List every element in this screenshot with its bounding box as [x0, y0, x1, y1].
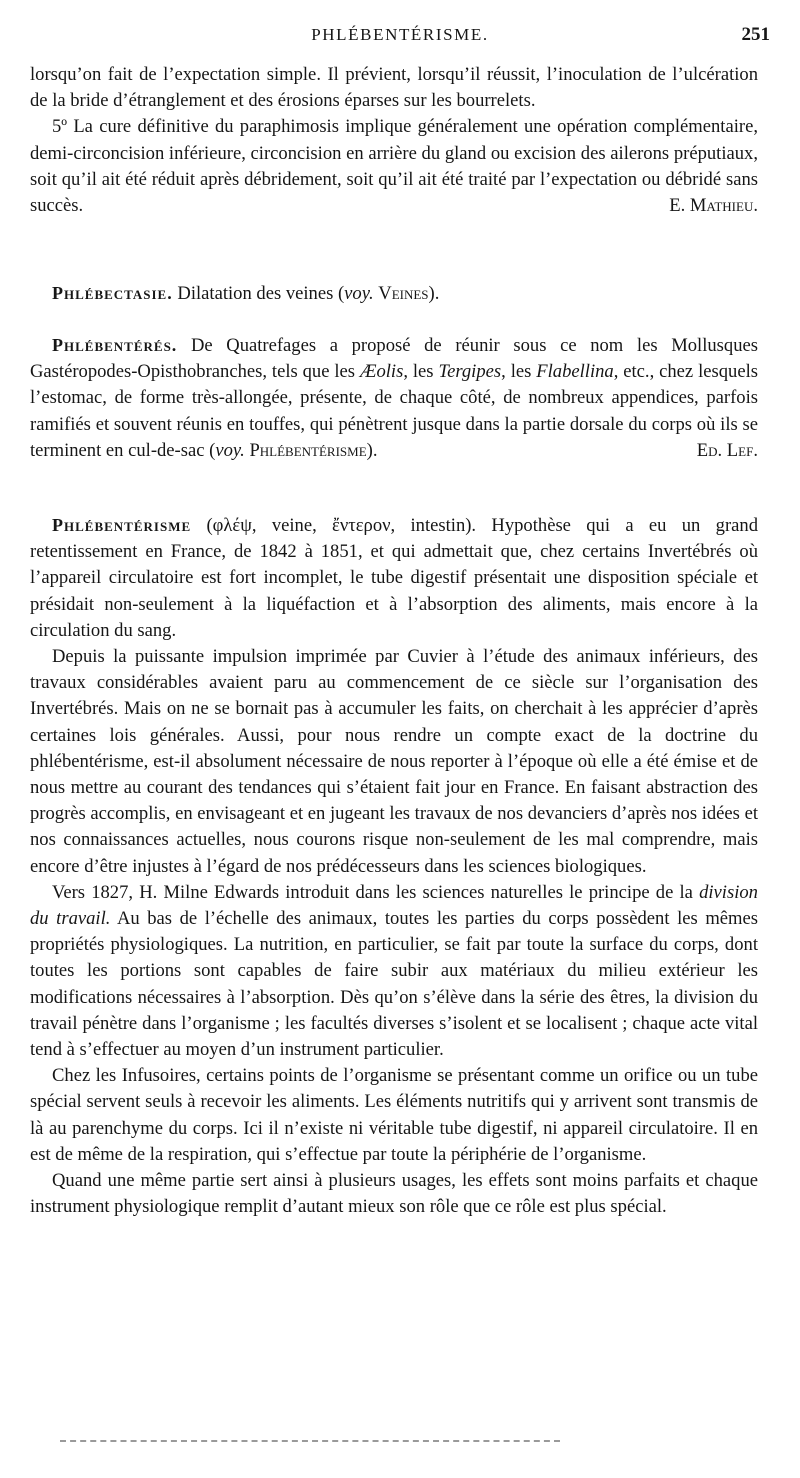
- genus-name: Æolis: [359, 361, 404, 383]
- footer-rule: [60, 1440, 560, 1442]
- body-paragraph: Quand une même partie sert ainsi à plusieurs usages, les effets sont moins parfaits et chaque instrument physiologique remplit d’autant mieux son rôle que ce rôle est plus spécial.: [30, 1170, 758, 1218]
- entry-text: Hypothèse qui a eu un grand retentissement en France, de 1842 à 1851, et qui admettait que, chez certains Invertébrés où l’appareil circulatoire est fort incomplet, le tube digestif présentait une disposition spéciale et présidait non-seulement à la liquéfaction et à l’absorption des aliments, mais encore à la circulation du sang.: [30, 515, 758, 641]
- entry-text: De Quatrefages a proposé de réunir sous ce nom les Mollusques Gastéropodes-Opisthobranches, tels que les: [30, 335, 758, 383]
- entry-phlebectasie: [30, 280, 758, 307]
- emphasis-term: division du travail.: [30, 881, 758, 930]
- cross-reference: Veines: [378, 283, 429, 304]
- entry-paragraph: [30, 512, 758, 644]
- voy-abbrev: voy.: [215, 439, 245, 461]
- entry-phlebenterisme: [30, 512, 758, 1220]
- entry-paragraph: [30, 332, 758, 464]
- body-paragraph: [30, 880, 758, 1063]
- body-paragraph: Depuis la puissante impulsion imprimée par Cuvier à l’étude des animaux inférieurs, des travaux considérables avaient paru au commencement de ce siècle sur l’organisation des Invertébrés. Mais on ne se bornait pas à accumuler les faits, on cherchait à les apprécier d’après certaines lois générales. Aussi, pour nous rendre un compte exact de la doctrine du phlébentérisme, est-il absolument nécessaire de nous reporter à l’époque où elle a été émise et de nous mettre au courant des tendances qui s’étaient fait jour en France. En faisant abstraction des progrès accomplis, en envisageant et en jugeant les travaux de nos devanciers d’après nos idées et nos connaissances actuelles, nous courons risque non-seulement de les mal comprendre, mais encore d’être injustes à l’égard de nos prédécesseurs dans les sciences biologiques.: [30, 646, 758, 877]
- entry-text-end: ).: [366, 439, 378, 461]
- entry-headword: Phlébectasie.: [52, 283, 173, 303]
- page-header: [30, 22, 770, 50]
- entry-headword: Phlébentérisme: [52, 515, 192, 535]
- author-signature: E. Mathieu.: [669, 195, 758, 217]
- voy-abbrev: voy.: [344, 283, 374, 304]
- genus-name: Tergipes: [438, 361, 502, 383]
- cross-reference: Phlébentérisme: [249, 439, 367, 461]
- continuation-section: [30, 62, 758, 219]
- entry-phlebenteres: [30, 332, 758, 464]
- entry-paragraph: [30, 280, 758, 307]
- genus-name: Flabellina: [536, 361, 614, 383]
- etymology: (φλέψ, veine, ἔντερον, intestin).: [206, 515, 477, 536]
- page-number: 251: [741, 24, 770, 45]
- continuation-paragraph: lorsqu’on fait de l’expectation simple. Il prévient, lorsqu’il réussit, l’inoculation de l’ulcération de la bride d’étranglement et des érosions éparses sur les bourrelets.: [30, 64, 758, 112]
- running-title: PHLÉBENTÉRISME.: [311, 25, 489, 44]
- paragraph-text: 5º La cure définitive du paraphimosis implique généralement une opération complémentaire, demi-circoncision inférieure, circoncision en arrière du gland ou excision des ailerons préputiaux, soit qu’il ait été réduit après débridement, soit qu’il ait été traité par l’expectation ou débridé sans succès.: [30, 116, 758, 217]
- separator: , les: [501, 361, 532, 383]
- paragraph-text: Vers 1827, H. Milne Edwards introduit dans les sciences naturelles le principe de la: [52, 881, 693, 903]
- separator: , les: [403, 361, 434, 383]
- paragraph-text: Au bas de l’échelle des animaux, toutes les parties du corps possèdent les mêmes propriétés physiologiques. La nutrition, en particulier, se fait par toute la surface du corps, dont toutes les portions sont capables de faire subir aux matériaux du milieu extérieur les modifications nécessaires à l’absorption. Dès qu’on s’élève dans la série des êtres, la division du travail pénètre dans l’organisme ; les facultés diverses s’isolent et se localisent ; chaque acte vital tend à s’effectuer au moyen d’un instrument particulier.: [30, 908, 758, 1061]
- entry-text: , etc., chez lesquels l’estomac, de forme très-allongée, présente, de chaque côté, de nombreux appendices, parfois ramifiés et souvent réunis en touffes, qui pénètrent jusque dans la partie dorsale du corps où ils se terminent en cul-de-sac (: [30, 361, 758, 461]
- entry-text: Dilatation des veines (: [177, 283, 345, 304]
- author-signature: Ed. Lef.: [696, 439, 758, 461]
- entry-text-end: ).: [428, 283, 440, 304]
- continuation-paragraph-5: [30, 114, 758, 219]
- body-paragraph: Chez les Infusoires, certains points de l’organisme se présentant comme un orifice ou un tube spécial servent seuls à recevoir les aliments. Les éléments nutritifs qui y arrivent sont transmis de là au parenchyme du corps. Ici il n’existe ni véritable tube digestif, ni appareil circulatoire. Il en est de même de la respiration, qui s’effectue par toute la périphérie de l’organisme.: [30, 1065, 758, 1165]
- entry-headword: Phlébentérés.: [52, 335, 178, 355]
